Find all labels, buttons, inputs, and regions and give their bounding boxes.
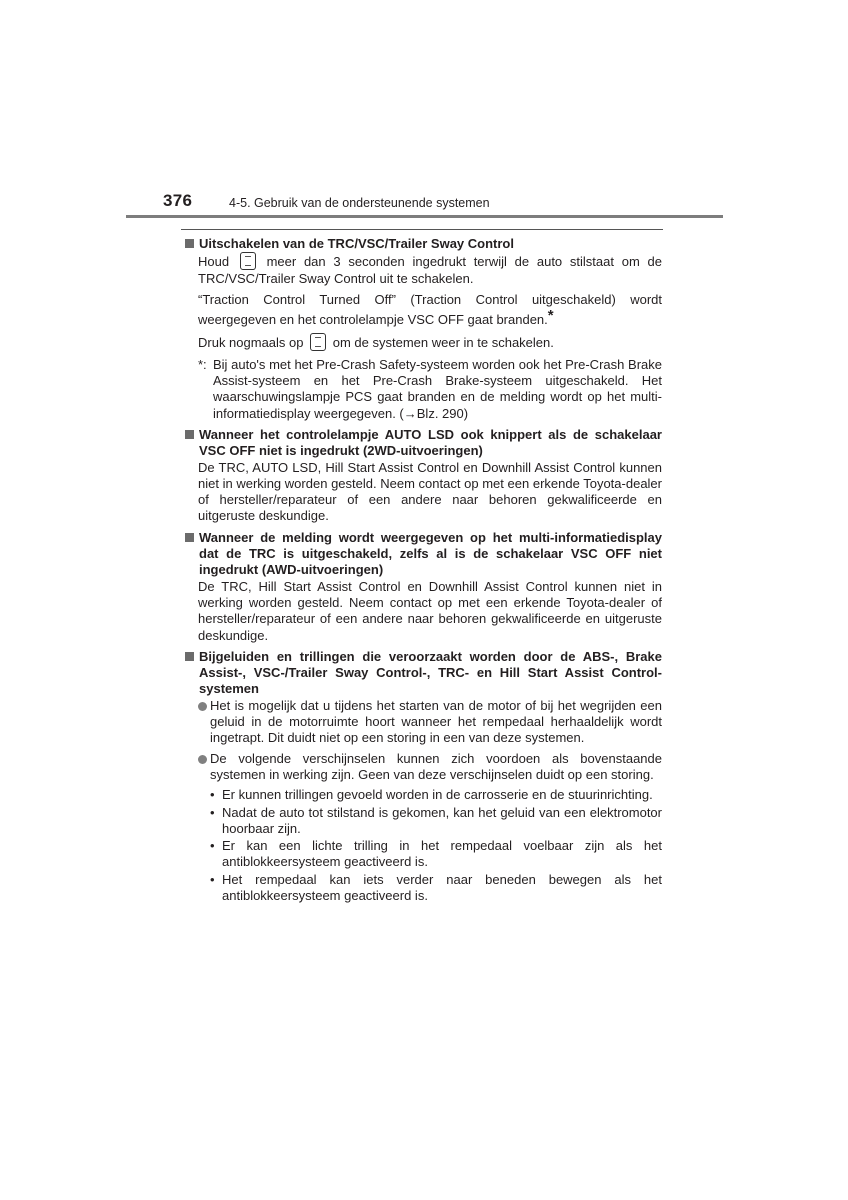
section-awd-message [184,530,662,644]
sub-list-item: • Het rempedaal kan iets verder naar beneden bewegen als het antiblokkeersysteem geactiveerd is. [210,871,662,903]
section-heading: Wanneer de melding wordt weergegeven op het multi-informatiedisplay dat de TRC is uitgeschakeld, zelfs al is de schakelaar VSC OFF niet ingedrukt (AWD-uitvoeringen) [184,530,662,579]
footnote-marker: *: [198,356,207,372]
section-heading: Wanneer het controlelampje AUTO LSD ook knippert als de schakelaar VSC OFF niet is ingedrukt (2WD-uitvoeringen) [184,427,662,460]
square-bullet-icon [185,533,194,542]
square-bullet-icon [185,652,194,661]
content-rule [181,229,663,230]
vsc-off-switch-icon [310,333,326,351]
square-bullet-icon [185,430,194,439]
sub-list-item: • Nadat de auto tot stilstand is gekomen, kan het geluid van een elektromotor hoorbaar zijn. [210,804,662,836]
footnote: *: Bij auto's met het Pre-Crash Safety-systeem worden ook het Pre-Crash Brake Assist-systeem en het Pre-Crash Brake-systeem uitgeschakeld. Het waarschuwingslampje PCS gaat branden en de melding wordt op het multi-informatiedisplay weergegeven. (→Blz. 290) [198,356,662,421]
chapter-title: 4-5. Gebruik van de ondersteunende systemen [229,196,490,210]
section-trc-off [184,236,662,422]
circle-bullet-icon [198,702,207,711]
vsc-off-switch-icon [240,252,256,270]
page-header [0,0,848,230]
paragraph: Druk nogmaals op om de systemen weer in te schakelen. [198,335,554,351]
sub-bullet-marker: • [210,871,215,887]
list-item: De volgende verschijnselen kunnen zich voordoen als bovenstaande systemen in werking zijn. Geen van deze verschijnselen duidt op een storing. [184,751,662,784]
page-content [184,236,662,909]
sub-bullet-marker: • [210,804,215,820]
page-number: 376 [163,191,193,210]
paragraph: De TRC, AUTO LSD, Hill Start Assist Control en Downhill Assist Control kunnen niet in werking worden gesteld. Neem contact op met een erkende Toyota-dealer of hersteller/reparateur of een andere naar behoren gekwalificeerde en uitgeruste deskundige. [198,459,662,524]
section-heading: Uitschakelen van de TRC/VSC/Trailer Sway Control [184,236,662,252]
section-auto-lsd [184,427,662,525]
sub-list-item: • Er kunnen trillingen gevoeld worden in de carrosserie en de stuurinrichting. [210,787,653,803]
list-item: Het is mogelijk dat u tijdens het starten van de motor of bij het wegrijden een geluid in de motorruimte hoort wanneer het rempedaal herhaaldelijk wordt ingetrapt. Dit duidt niet op een storing in een van deze systemen. [184,698,662,747]
footnote-marker: * [547,307,554,325]
header-rule [126,215,723,218]
sub-list-item: • Er kan een lichte trilling in het rempedaal voelbaar zijn als het antiblokkeersysteem geactiveerd is. [210,838,662,870]
circle-bullet-icon [198,755,207,764]
paragraph: “Traction Control Turned Off” (Traction Control uitgeschakeld) wordt weergegeven en het controlelampje VSC OFF gaat branden.* [198,291,662,328]
sub-bullet-marker: • [210,838,215,854]
section-heading: Bijgeluiden en trillingen die veroorzaakt worden door de ABS-, Brake Assist-, VSC-/Trailer Sway Control-, TRC- en Hill Start Assist Control-systemen [184,649,662,698]
paragraph: Houd meer dan 3 seconden ingedrukt terwijl de auto stilstaat om de TRC/VSC/Trailer Sway Control uit te schakelen. [198,254,662,286]
sub-bullet-marker: • [210,787,215,803]
square-bullet-icon [185,239,194,248]
section-noise-vibration [184,649,662,904]
paragraph: De TRC, Hill Start Assist Control en Downhill Assist Control kunnen niet in werking worden gesteld. Neem contact op met een erkende Toyota-dealer of hersteller/reparateur of een andere naar behoren gekwalificeerde en uitgeruste deskundige. [198,578,662,643]
